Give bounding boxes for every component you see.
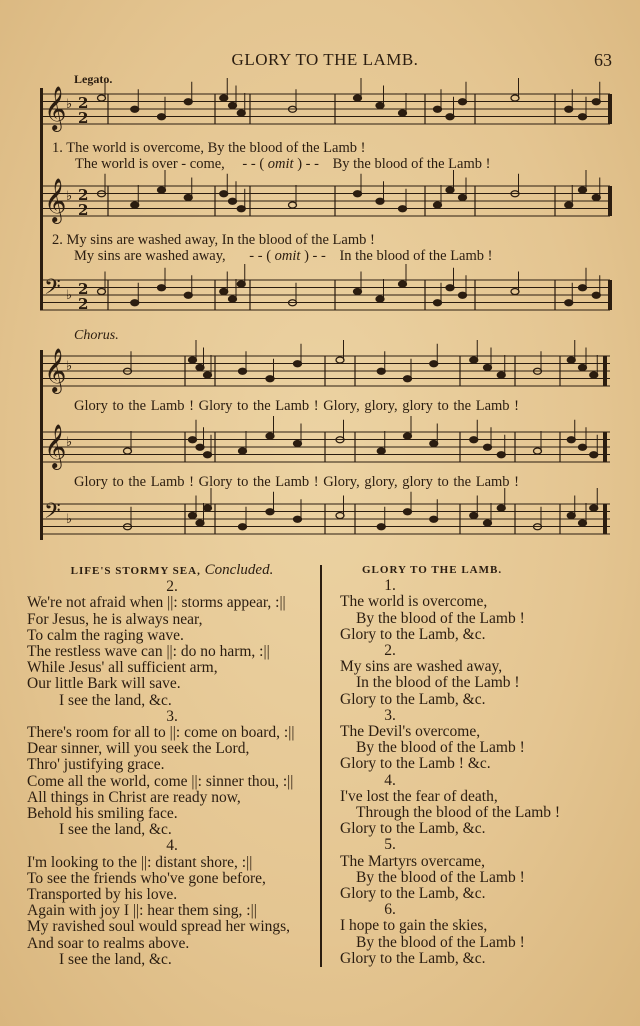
note-head <box>377 448 385 454</box>
note-head <box>592 292 600 298</box>
stanza-number: 2. <box>384 642 396 660</box>
note-head <box>497 505 505 511</box>
verse-line: Dear sinner, will you seek the Lord, <box>27 740 250 758</box>
verse1-omit: omit <box>267 156 294 172</box>
page-number: 63 <box>594 50 612 70</box>
note-head <box>158 187 166 193</box>
verse2-line2 <box>74 248 492 265</box>
time-signature: 2 <box>78 295 89 313</box>
flat-icon: ♭ <box>66 288 73 303</box>
stanza-number: 3. <box>166 707 178 725</box>
note-head <box>376 198 384 204</box>
note-head <box>592 195 600 201</box>
note-head <box>567 437 575 443</box>
time-signature: 2 <box>78 94 89 112</box>
note-head <box>404 376 412 382</box>
verse-line: Through the blood of the Lamb ! <box>356 804 561 822</box>
page-title: GLORY TO THE LAMB. <box>231 50 419 69</box>
note-head <box>399 206 407 212</box>
note-head <box>459 99 467 105</box>
note-head <box>229 103 237 109</box>
time-signature: 2 <box>78 201 89 219</box>
column-divider <box>320 565 322 967</box>
verse1-dashes: - - ( <box>242 156 265 172</box>
stanza-number: 3. <box>384 706 396 724</box>
bass-clef-icon: 𝄢 <box>44 499 61 529</box>
note-head <box>470 437 478 443</box>
note-head <box>399 281 407 287</box>
note-head <box>484 365 492 371</box>
chorus-marking: Chorus. <box>74 328 119 343</box>
verse1-line2-a: The world is over - come, <box>75 156 225 172</box>
note-head <box>567 513 575 519</box>
note-head <box>497 452 505 458</box>
note-head <box>579 187 587 193</box>
note-head <box>434 202 442 208</box>
note-head <box>237 281 245 287</box>
verse-line: By the blood of the Lamb ! <box>356 609 525 627</box>
note-head <box>579 285 587 291</box>
refrain-line: Glory to the Lamb, &c. <box>340 820 486 838</box>
note-head <box>184 292 192 298</box>
note-head <box>220 95 228 101</box>
verse-line: The restless wave can ||: do no harm, :|| <box>27 643 270 661</box>
note-head <box>430 361 438 367</box>
note-head <box>484 444 492 450</box>
note-head <box>158 285 166 291</box>
note-head <box>579 520 587 526</box>
treble-clef-icon: 𝄞 <box>44 424 67 468</box>
note-head <box>189 437 197 443</box>
verse-line: There's room for all to ||: come on board, :|| <box>27 724 295 742</box>
note-head <box>404 509 412 515</box>
verse-line: To calm the raging wave. <box>27 626 184 644</box>
verse-line: The Martyrs overcame, <box>340 852 486 870</box>
note-head <box>239 448 247 454</box>
verse-line: The Devil's overcome, <box>340 723 481 741</box>
stanza-number: 5. <box>384 836 396 854</box>
verse-line: All things in Christ are ready now, <box>27 788 241 806</box>
verse2-dashes2: ) - - <box>304 248 326 264</box>
stanza-number: 4. <box>166 837 178 855</box>
note-head <box>354 95 362 101</box>
note-head <box>204 452 212 458</box>
note-head <box>377 524 385 530</box>
refrain-line: I see the land, &c. <box>59 950 172 968</box>
flat-icon: ♭ <box>66 189 73 204</box>
treble-clef-icon: 𝄞 <box>44 86 67 130</box>
left-heading: LIFE'S STORMY SEA, Concluded. <box>70 562 274 578</box>
note-head <box>220 191 228 197</box>
bass-clef-icon: 𝄢 <box>44 275 61 305</box>
note-head <box>579 114 587 120</box>
note-head <box>579 365 587 371</box>
note-head <box>399 110 407 116</box>
note-head <box>196 520 204 526</box>
note-head <box>266 509 274 515</box>
note-head <box>434 300 442 306</box>
verse-line: I've lost the fear of death, <box>340 787 498 805</box>
note-head <box>565 106 573 112</box>
note-head <box>266 433 274 439</box>
note-head <box>511 95 519 101</box>
note-head <box>446 285 454 291</box>
system-bracket <box>40 88 43 310</box>
note-head <box>98 289 106 295</box>
note-head <box>404 433 412 439</box>
chorus-lyric-1: Glory to the Lamb ! Glory to the Lamb ! Glory, glory, glory to the Lamb ! <box>74 398 519 414</box>
note-head <box>336 513 344 519</box>
verse-line: My sins are washed away, <box>340 658 503 676</box>
verse2-dashes: - - ( <box>249 248 272 264</box>
note-head <box>184 99 192 105</box>
note-head <box>484 520 492 526</box>
note-head <box>239 368 247 374</box>
flat-icon: ♭ <box>66 359 73 374</box>
time-signature: 2 <box>78 109 89 127</box>
note-head <box>184 195 192 201</box>
note-head <box>430 516 438 522</box>
note-head <box>565 300 573 306</box>
stanza-number: 4. <box>384 771 396 789</box>
verse-line: Behold his smiling face. <box>27 805 178 823</box>
note-head <box>377 368 385 374</box>
verse-line: By the blood of the Lamb ! <box>356 868 525 886</box>
stanza-number: 1. <box>384 577 396 595</box>
stanza-number: 2. <box>166 578 178 596</box>
note-head <box>511 289 519 295</box>
note-head <box>497 372 505 378</box>
note-head <box>592 99 600 105</box>
verse-line: The world is overcome, <box>340 593 488 611</box>
note-head <box>204 372 212 378</box>
note-head <box>220 289 228 295</box>
note-head <box>124 448 132 454</box>
note-head <box>229 198 237 204</box>
time-signature: 2 <box>78 186 89 204</box>
note-head <box>196 444 204 450</box>
verse-line: My ravished soul would spread her wings, <box>27 918 291 936</box>
verse2-line2-b: In the blood of the Lamb ! <box>339 248 493 264</box>
verse1-line2-b: By the blood of the Lamb ! <box>332 156 491 172</box>
flat-icon: ♭ <box>66 512 73 527</box>
verse-line: For Jesus, he is always near, <box>27 610 203 628</box>
note-head <box>131 300 139 306</box>
note-head <box>237 110 245 116</box>
note-head <box>446 187 454 193</box>
right-heading: GLORY TO THE LAMB. <box>362 564 503 576</box>
note-head <box>239 524 247 530</box>
flat-icon: ♭ <box>66 97 73 112</box>
note-head <box>189 357 197 363</box>
note-head <box>204 505 212 511</box>
verse-line: I hope to gain the skies, <box>340 917 488 935</box>
note-head <box>590 505 598 511</box>
refrain-line: Glory to the Lamb, &c. <box>340 949 486 967</box>
note-head <box>98 95 106 101</box>
note-head <box>131 202 139 208</box>
verse-line: Our little Bark will save. <box>27 675 181 693</box>
right-column <box>340 562 580 967</box>
note-head <box>376 296 384 302</box>
verse-line: Transported by his love. <box>27 886 178 904</box>
refrain-line: I see the land, &c. <box>59 821 172 839</box>
note-head <box>354 191 362 197</box>
note-head <box>459 292 467 298</box>
note-head <box>229 296 237 302</box>
tempo-marking: Legato. <box>74 72 113 86</box>
note-head <box>470 513 478 519</box>
verse-line: I'm looking to the ||: distant shore, :|| <box>27 853 253 871</box>
verse2-omit: omit <box>274 248 301 264</box>
note-head <box>294 441 302 447</box>
refrain-line: Glory to the Lamb ! &c. <box>340 755 491 773</box>
stanza-number: 6. <box>384 901 396 919</box>
left-column <box>27 562 317 968</box>
verse2-line1: 2. My sins are washed away, In the blood of the Lamb ! <box>52 232 375 248</box>
verse-line: In the blood of the Lamb ! <box>356 674 520 692</box>
verse2-line2-a: My sins are washed away, <box>74 248 226 264</box>
time-signature: 2 <box>78 280 89 298</box>
verse-line: While Jesus' all sufficient arm, <box>27 659 218 677</box>
verse-line: To see the friends who've gone before, <box>27 869 266 887</box>
note-head <box>196 365 204 371</box>
note-head <box>376 103 384 109</box>
verse-line: Again with joy I ||: hear them sing, :|| <box>27 902 257 920</box>
flat-icon: ♭ <box>66 435 73 450</box>
note-head <box>470 357 478 363</box>
chorus-lyric-2: Glory to the Lamb ! Glory to the Lamb ! Glory, glory, glory to the Lamb ! <box>74 474 519 490</box>
verse1-dashes2: ) - - <box>297 156 319 172</box>
note-head <box>590 372 598 378</box>
refrain-line: Glory to the Lamb, &c. <box>340 690 486 708</box>
note-head <box>266 376 274 382</box>
treble-clef-icon: 𝄞 <box>44 348 67 392</box>
note-head <box>294 516 302 522</box>
note-head <box>565 202 573 208</box>
verse-line: We're not afraid when ||: storms appear, :|| <box>27 594 286 612</box>
note-head <box>567 357 575 363</box>
note-head <box>434 106 442 112</box>
note-head <box>430 441 438 447</box>
treble-clef-icon: 𝄞 <box>44 178 67 222</box>
note-head <box>294 361 302 367</box>
note-head <box>446 114 454 120</box>
note-head <box>459 195 467 201</box>
refrain-line: I see the land, &c. <box>59 691 172 709</box>
note-head <box>534 448 542 454</box>
note-head <box>131 106 139 112</box>
verse-line: By the blood of the Lamb ! <box>356 739 525 757</box>
note-head <box>336 357 344 363</box>
verse-line: Thro' justifying grace. <box>27 756 165 774</box>
note-head <box>189 513 197 519</box>
note-head <box>590 452 598 458</box>
refrain-line: Glory to the Lamb, &c. <box>340 885 486 903</box>
refrain-line: Glory to the Lamb, &c. <box>340 625 486 643</box>
verse-line: And soar to realms above. <box>27 934 190 952</box>
note-head <box>289 202 297 208</box>
note-head <box>237 206 245 212</box>
verse-line: Come all the world, come ||: sinner thou, :|| <box>27 772 294 790</box>
note-head <box>354 289 362 295</box>
verse-line: By the blood of the Lamb ! <box>356 933 525 951</box>
note-head <box>579 444 587 450</box>
note-head <box>158 114 166 120</box>
verse1-line2 <box>75 156 490 173</box>
verse1-line1: 1. The world is overcome, By the blood of the Lamb ! <box>52 140 366 156</box>
